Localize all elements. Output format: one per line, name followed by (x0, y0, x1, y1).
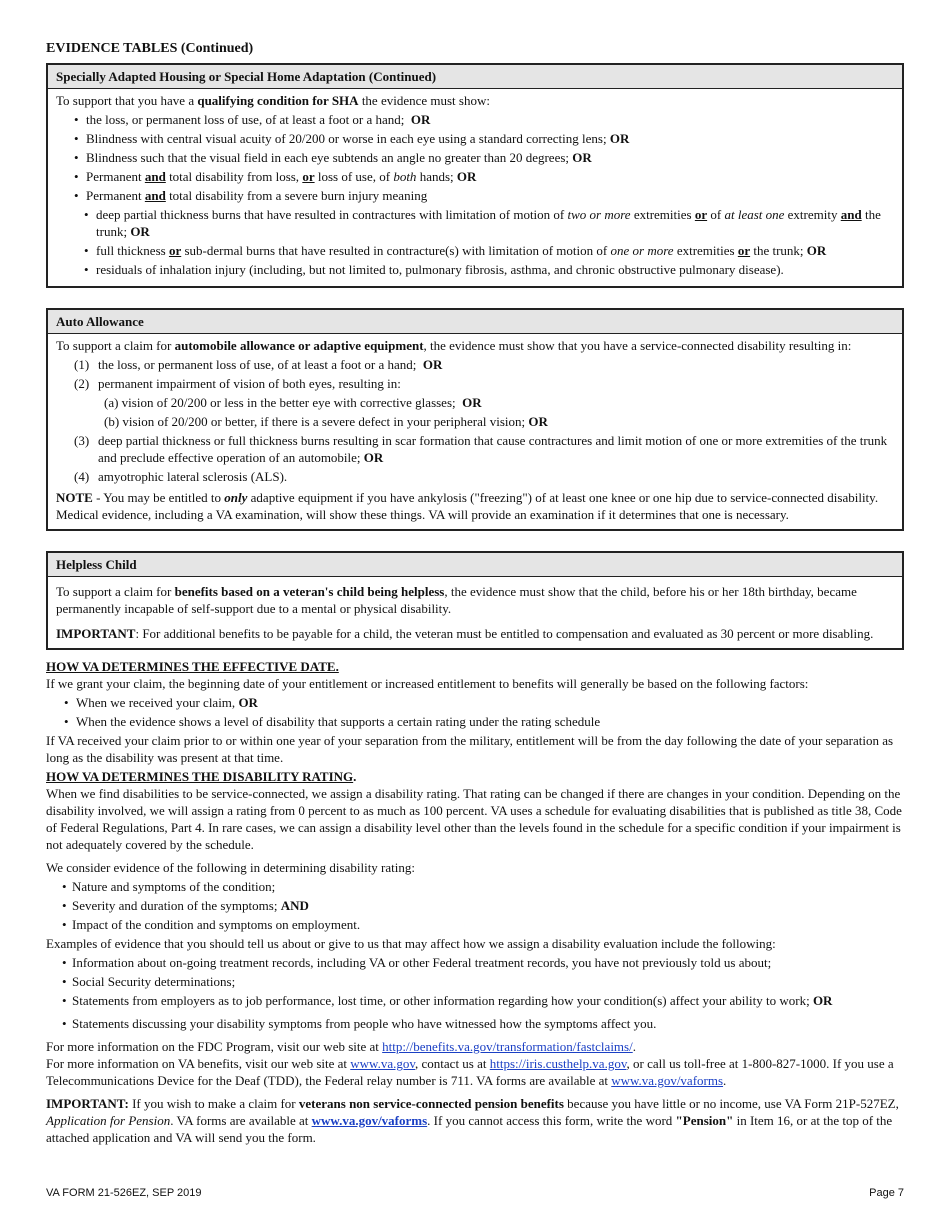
list-item: • residuals of inhalation injury (including, but not limited to, pulmonary fibrosis, asthma, and chronic obstructive pulmonary disease). (56, 261, 894, 278)
list-item: (4) amyotrophic lateral sclerosis (ALS). (74, 469, 288, 484)
list-item: • Statements from employers as to job performance, lost time, or other information regarding how your condition(s) affect your ability to work; OR (46, 992, 904, 1009)
rating-title: HOW VA DETERMINES THE DISABILITY RATING. (46, 769, 357, 784)
list-item: • Blindness such that the visual field in each eye subtends an angle no greater than 20 degrees; OR (56, 149, 894, 166)
list-item: • deep partial thickness burns that have resulted in contractures with limitation of motion of two or more extremities or of at least one extremity and the trunk; OR (56, 206, 894, 240)
rating-paragraph: We consider evidence of the following in determining disability rating: (46, 860, 415, 875)
rating-evidence-list (46, 954, 904, 1032)
list-item: • Permanent and total disability from loss, or loss of use, of both hands; OR (56, 168, 894, 185)
page-number: Page 7 (869, 1187, 904, 1199)
list-item: • Statements discussing your disability symptoms from people who have witnessed how the symptoms affect you. (46, 1015, 904, 1032)
page-content (46, 40, 904, 1146)
fdc-info: For more information on the FDC Program, visit our web site at http://benefits.va.gov/transformation/fastclaims/. (46, 1039, 636, 1054)
iris-link[interactable]: https://iris.custhelp.va.gov (489, 1056, 627, 1071)
effective-paragraph: If we grant your claim, the beginning date of your entitlement or increased entitlement to benefits will generally be based on the following factors: (46, 676, 809, 691)
rating-criteria-list (46, 878, 904, 933)
rating-paragraph: Examples of evidence that you should tell us about or give to us that may affect how we assign a disability evaluation include the following: (46, 936, 776, 951)
effective-factors-list (46, 694, 904, 730)
vaforms-link[interactable]: www.va.gov/vaforms (611, 1073, 724, 1088)
sha-intro: To support that you have a qualifying condition for SHA the evidence must show: (56, 93, 490, 108)
page-heading: EVIDENCE TABLES (Continued) (46, 41, 254, 56)
list-item: • When the evidence shows a level of disability that supports a certain rating under the rating schedule (46, 713, 904, 730)
list-item: (a) vision of 20/200 or less in the better eye with corrective glasses; OR (104, 395, 482, 410)
disability-rating-section (46, 768, 904, 1032)
list-item: • Severity and duration of the symptoms; AND (46, 897, 904, 914)
list-item: (1) the loss, or permanent loss of use, of at least a foot or a hand; OR (74, 357, 443, 372)
child-paragraph: To support a claim for benefits based on a veteran's child being helpless, the evidence must show that the child, before his or her 18th birthday, became permanently incapable of self-support due to a mental or physical disability. (56, 584, 857, 616)
auto-note: NOTE - You may be entitled to only adaptive equipment if you have ankylosis ("freezing") of at least one knee or one hip due to service-connected disability. Medical evidence, including a VA examination, will show these things. VA will provide an examination if it determines that one is necessary. (56, 490, 879, 522)
list-item: (2) permanent impairment of vision of both eyes, resulting in: (a) vision of 20/200 or less in the better eye with corrective glasses; OR (b) vision of 20/200 or better, if there is a severe defect in your peripheral vision; OR (56, 375, 894, 430)
list-item: • Social Security determinations; (46, 973, 904, 990)
auto-box-title: Auto Allowance (48, 310, 902, 334)
list-item: • Nature and symptoms of the condition; (46, 878, 904, 895)
pension-important: IMPORTANT: If you wish to make a claim for veterans non service-connected pension benefits because you have little or no income, use VA Form 21P-527EZ, Application for Pension. VA forms are available at www.va.gov/vaforms. If you cannot access this form, write the word "Pension" in Item 16, or at the top of the attached application and VA will send you the form. (46, 1096, 899, 1145)
rating-paragraph: When we find disabilities to be service-connected, we assign a disability rating. That rating can be changed if there are changes in your condition. Depending on the disability involved, we will assign a rating from 0 percent to as much as 100 percent. VA uses a schedule for evaluating disabilities that is published as title 38, Code of Federal Regulations, Part 4. In rare cases, we can assign a disability level other than the levels found in the schedule for a specific condition if your impairment is not adequately covered by the schedule. (46, 786, 902, 852)
va-gov-link[interactable]: www.va.gov (350, 1056, 416, 1071)
va-info: For more information on VA benefits, visit our web site at www.va.gov, contact us at https://iris.custhelp.va.gov, or call us toll-free at 1-800-827-1000. If you use a Telecommunications Device for the Deaf (TDD), the Federal relay number is 711. VA forms are available at www.va.gov/vaforms. (46, 1056, 894, 1088)
list-item: (b) vision of 20/200 or better, if there is a severe defect in your peripheral vision; OR (104, 414, 548, 429)
list-item: • Permanent and total disability from a severe burn injury meaning (56, 187, 894, 204)
sha-evidence-box (46, 63, 904, 288)
child-important: IMPORTANT: For additional benefits to be payable for a child, the veteran must be entitled to compensation and evaluated as 30 percent or more disabling. (56, 626, 874, 641)
list-item: (3) deep partial thickness or full thickness burns resulting in scar formation that cause contractures and limit motion of one or more extremities of the trunk and preclude effective operation of an automobile; OR (74, 433, 888, 465)
list-item: • When we received your claim, OR (46, 694, 904, 711)
auto-allowance-box (46, 308, 904, 531)
sha-criteria-list (56, 111, 894, 278)
effective-date-title: HOW VA DETERMINES THE EFFECTIVE DATE. (46, 659, 339, 674)
auto-criteria-list (56, 356, 894, 485)
auto-intro: To support a claim for automobile allowance or adaptive equipment, the evidence must show that you have a service-connected disability resulting in: (56, 338, 852, 353)
more-info-section (46, 1038, 904, 1146)
vaforms-link-bold[interactable]: www.va.gov/vaforms (311, 1113, 428, 1128)
list-item: • full thickness or sub-dermal burns that have resulted in contracture(s) with limitation of motion of one or more extremities or the trunk; OR (56, 242, 894, 259)
effective-paragraph: If VA received your claim prior to or within one year of your separation from the military, entitlement will be from the day following the date of your separation as long as the disability was present at that time. (46, 733, 894, 765)
list-item: • the loss, or permanent loss of use, of at least a foot or a hand; OR (56, 111, 894, 128)
sha-box-title: Specially Adapted Housing or Special Home Adaptation (Continued) (48, 65, 902, 89)
effective-date-section (46, 658, 904, 766)
fdc-link[interactable]: http://benefits.va.gov/transformation/fastclaims/ (382, 1039, 633, 1054)
child-box-title: Helpless Child (48, 553, 902, 577)
list-item: • Information about on-going treatment records, including VA or other Federal treatment records, you have not previously told us about; (46, 954, 904, 971)
helpless-child-box (46, 551, 904, 650)
form-id: VA FORM 21-526EZ, SEP 2019 (46, 1187, 202, 1199)
list-item: • Impact of the condition and symptoms on employment. (46, 916, 904, 933)
list-item: • Blindness with central visual acuity of 20/200 or worse in each eye using a standard correcting lens; OR (56, 130, 894, 147)
